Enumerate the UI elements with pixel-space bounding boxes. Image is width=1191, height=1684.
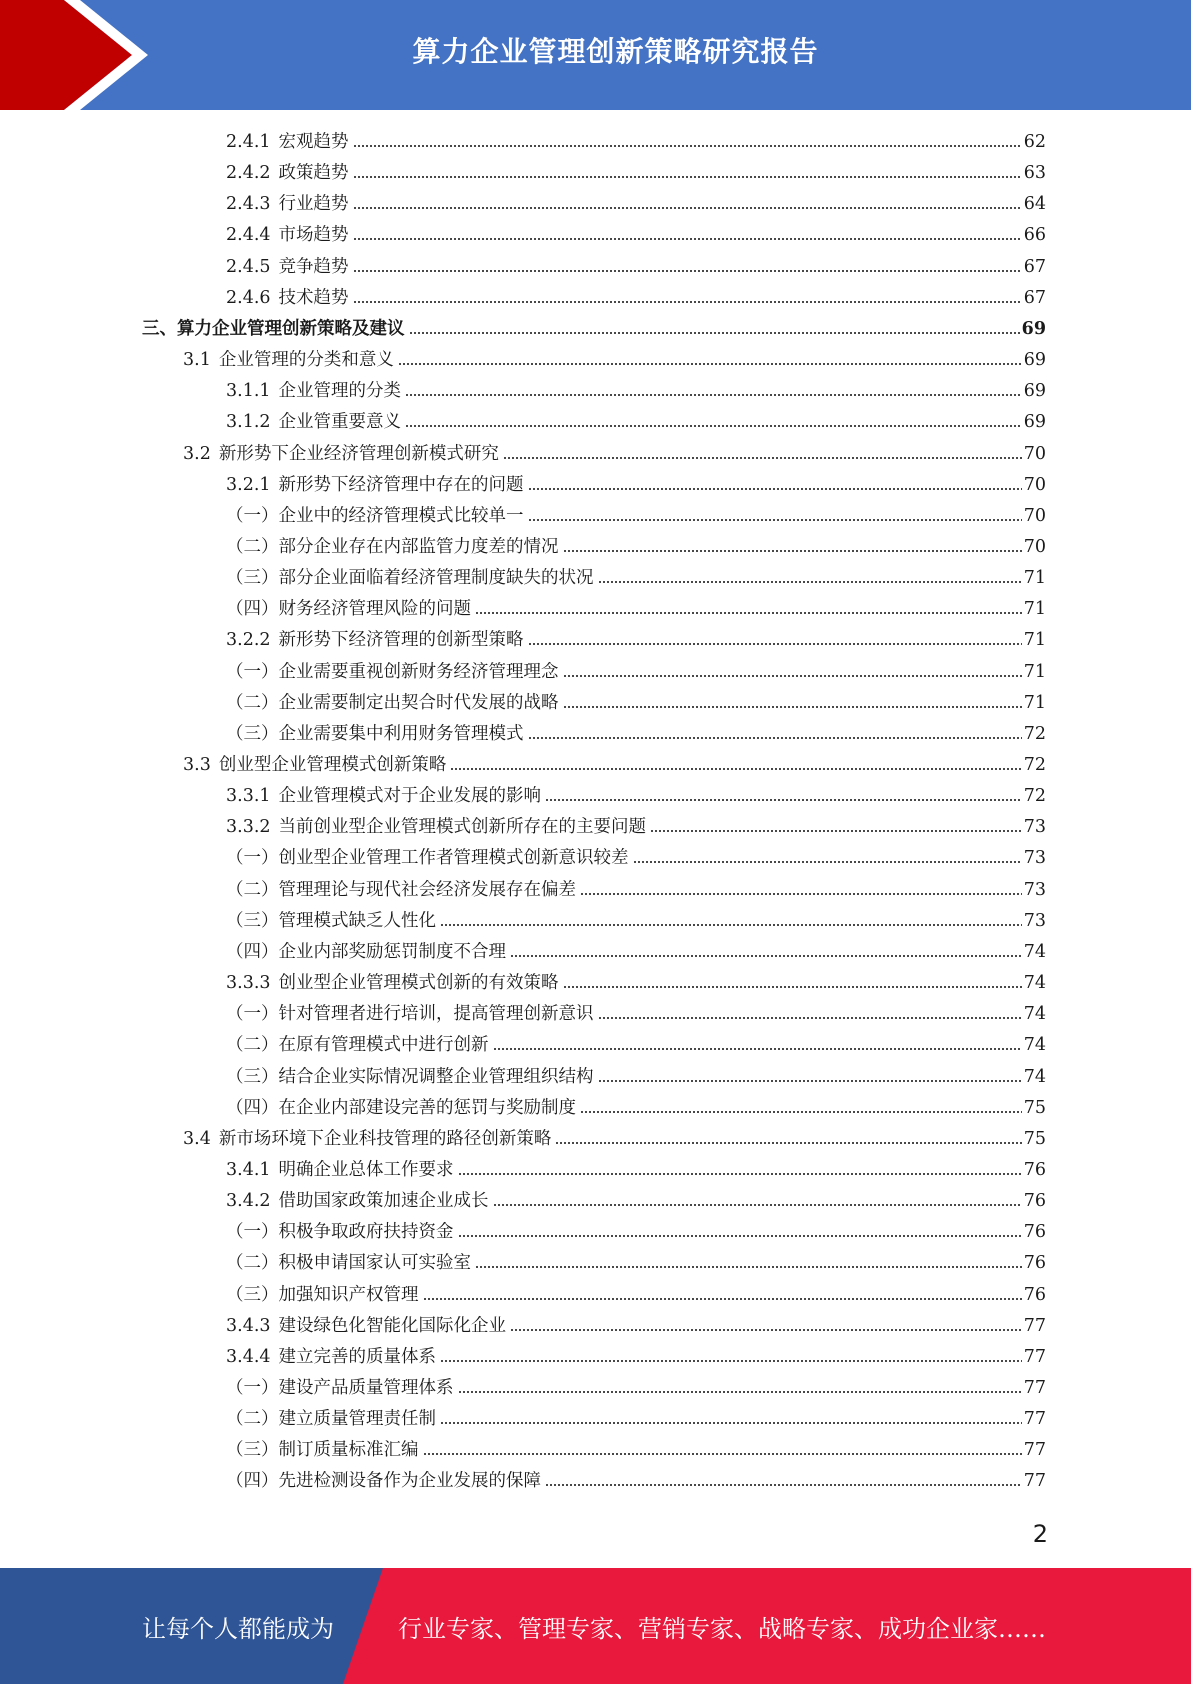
toc-entry-number: 3.3.3 [226,973,271,994]
toc-dot-leader [493,1202,1022,1208]
toc-entry-page: 70 [1023,505,1046,526]
toc-entry-label [226,1311,510,1342]
toc-entry[interactable] [226,1373,1046,1404]
toc-dot-leader [353,174,1022,180]
toc-entry-page: 70 [1023,443,1046,464]
toc-entry-number: 2.4.5 [226,256,271,277]
toc-entry-page: 67 [1023,287,1046,308]
toc-entry[interactable] [226,189,1046,220]
toc-dot-leader [598,1078,1022,1084]
toc-entry-label [226,1093,580,1124]
toc-entry-number: 3.3 [183,755,211,775]
toc-entry-label [226,812,650,843]
toc-dot-leader [503,455,1022,461]
toc-dot-leader [598,1015,1022,1021]
toc-entry-page: 75 [1023,1128,1046,1149]
toc-entry-page: 76 [1023,1159,1046,1180]
toc-entry-number: 3.4.1 [226,1159,271,1180]
toc-entry-title: （三）部分企业面临着经济管理制度缺失的状况 [226,568,594,589]
toc-entry-title: 创业型企业管理模式创新的有效策略 [278,973,559,994]
toc-entry-title: 新市场环境下企业科技管理的路径创新策略 [218,1128,552,1149]
toc-entry-page: 63 [1023,163,1046,184]
toc-entry-title: 行业趋势 [278,194,349,215]
toc-entry-label [226,1435,423,1466]
toc-dot-leader [440,922,1022,928]
toc-entry-title: 创业型企业管理模式创新策略 [218,755,447,775]
toc-entry[interactable] [226,1466,1046,1497]
toc-entry-page: 74 [1023,973,1046,994]
toc-entry-label [226,1155,458,1186]
toc-entry[interactable] [226,719,1046,750]
toc-entry[interactable] [226,158,1046,189]
toc-entry-label [142,314,409,345]
toc-entry[interactable] [183,750,1046,781]
toc-entry[interactable] [226,688,1046,719]
toc-entry[interactable] [226,1248,1046,1279]
toc-entry-label [226,1248,475,1279]
toc-entry-label [226,501,528,532]
toc-entry-label [226,843,633,874]
toc-dot-leader [580,1109,1022,1115]
toc-entry-title: （一）建设产品质量管理体系 [226,1378,454,1398]
toc-entry[interactable] [226,501,1046,532]
toc-entry-page: 73 [1023,848,1046,869]
toc-dot-leader [545,797,1022,803]
toc-entry-label [183,345,398,376]
toc-entry-page: 73 [1023,879,1046,900]
toc-entry-page: 76 [1023,1253,1046,1274]
toc-dot-leader [493,1046,1022,1052]
toc-dot-leader [423,1296,1022,1302]
toc-entry[interactable] [226,906,1046,937]
toc-entry-label [226,376,405,407]
toc-entry-label [226,1186,493,1217]
toc-entry-title: （四）在企业内部建设完善的惩罚与奖励制度 [226,1097,576,1118]
toc-entry-title: （一）针对管理者进行培训，提高管理创新意识 [226,1004,594,1025]
toc-entry-number: 3.1.2 [226,412,271,433]
toc-entry-label [226,127,353,158]
toc-entry-number: 3.4.4 [226,1346,271,1367]
toc-entry-label [226,220,353,251]
toc-entry-title: 建立完善的质量体系 [278,1346,437,1367]
toc-entry-title: （二）在原有管理模式中进行创新 [226,1035,489,1056]
toc-entry-page: 73 [1023,817,1046,838]
toc-entry[interactable] [226,875,1046,906]
toc-entry[interactable] [226,1435,1046,1466]
toc-entry-title: （三）结合企业实际情况调整企业管理组织结构 [226,1066,594,1087]
toc-entry-number: 3.2.1 [226,474,271,495]
toc-entry-page: 76 [1023,1284,1046,1305]
toc-dot-leader [440,1358,1022,1364]
toc-entry-label [183,1124,555,1155]
toc-entry-title: 企业管理模式对于企业发展的影响 [278,786,542,807]
toc-entry-page: 71 [1023,568,1046,589]
toc-entry[interactable] [226,781,1046,812]
report-title: 算力企业管理创新策略研究报告 [412,35,819,68]
toc-entry-label [226,968,563,999]
page-footer [0,1568,1191,1684]
toc-entry[interactable] [226,532,1046,563]
toc-entry-page: 74 [1023,1035,1046,1056]
toc-entry[interactable] [183,1124,1046,1155]
toc-entry-number: 3.4.3 [226,1315,271,1336]
toc-dot-leader [528,735,1022,741]
toc-entry-page: 66 [1023,225,1046,246]
toc-entry-title: 建设绿色化智能化国际化企业 [278,1315,507,1336]
toc-entry-number: 3.2.2 [226,630,271,651]
toc-entry-number: 3.4.2 [226,1191,271,1212]
toc-entry-label [226,625,528,656]
toc-entry[interactable] [226,1093,1046,1124]
toc-entry[interactable] [226,812,1046,843]
toc-dot-leader [528,641,1022,647]
toc-entry[interactable] [226,625,1046,656]
toc-entry-title: （一）企业中的经济管理模式比较单一 [226,505,524,526]
toc-entry-label [226,657,563,688]
toc-entry-title: 竞争趋势 [278,256,349,277]
toc-entry[interactable] [226,220,1046,251]
toc-dot-leader [353,205,1022,211]
toc-entry-label [226,1466,545,1497]
toc-entry-page: 77 [1023,1409,1046,1430]
toc-entry-page: 69 [1023,350,1046,371]
toc-entry-label [226,875,580,906]
toc-dot-leader [458,1171,1022,1177]
toc-entry-label [226,719,528,750]
toc-entry[interactable] [183,345,1046,376]
toc-entry[interactable] [226,563,1046,594]
toc-entry-title: 技术趋势 [278,287,349,308]
toc-dot-leader [545,1482,1022,1488]
toc-entry-title: 三、算力企业管理创新策略及建议 [142,318,405,339]
toc-entry-page: 73 [1023,910,1046,931]
toc-dot-leader [353,299,1022,305]
toc-dot-leader [409,330,1020,336]
footer-slogan-left: 让每个人都能成为 [142,1614,334,1643]
toc-entry-page: 77 [1023,1471,1046,1492]
toc-entry-label [226,1280,423,1311]
toc-entry[interactable] [226,968,1046,999]
toc-entry-title: 市场趋势 [278,225,349,246]
toc-entry[interactable] [183,439,1046,470]
toc-entry-label [226,937,510,968]
toc-entry-title: 新形势下经济管理中存在的问题 [278,474,524,495]
toc-entry-page: 69 [1021,318,1046,339]
toc-entry-page: 71 [1023,692,1046,713]
toc-entry-title: 企业管理的分类和意义 [218,350,394,371]
toc-dot-leader [353,143,1022,149]
toc-dot-leader [475,1264,1022,1270]
toc-dot-leader [353,268,1022,274]
toc-dot-leader [563,704,1022,710]
toc-entry-page: 69 [1023,412,1046,433]
toc-entry-page: 71 [1023,661,1046,682]
toc-entry-label [226,906,440,937]
toc-dot-leader [405,392,1022,398]
toc-entry[interactable] [226,1155,1046,1186]
toc-entry-title: 当前创业型企业管理模式创新所存在的主要问题 [278,817,647,838]
toc-entry-label [226,563,598,594]
toc-entry-number: 2.4.1 [226,132,271,152]
toc-entry-label [226,470,528,501]
toc-entry[interactable] [226,999,1046,1030]
toc-entry[interactable] [226,657,1046,688]
toc-entry-page: 76 [1023,1222,1046,1243]
toc-entry[interactable] [226,1342,1046,1373]
toc-entry-page: 77 [1023,1315,1046,1336]
toc-entry-title: （四）企业内部奖励惩罚制度不合理 [226,941,506,962]
toc-entry[interactable] [226,1404,1046,1435]
toc-dot-leader [580,891,1022,897]
toc-entry-number: 2.4.2 [226,163,271,184]
toc-entry-page: 67 [1023,256,1046,277]
toc-entry-number: 3.3.2 [226,817,271,838]
toc-entry-title: （二）部分企业存在内部监管力度差的情况 [226,536,559,557]
toc-entry-page: 64 [1023,194,1046,215]
toc-entry-page: 74 [1023,941,1046,962]
toc-entry-title: 宏观趋势 [278,132,349,152]
toc-entry[interactable] [226,1280,1046,1311]
toc-entry-page: 76 [1023,1191,1046,1212]
toc-entry-page: 75 [1023,1097,1046,1118]
toc-entry[interactable] [226,1030,1046,1061]
toc-entry-title: 借助国家政策加速企业成长 [278,1191,489,1212]
toc-entry-title: （三）制订质量标准汇编 [226,1440,419,1461]
toc-entry-label [226,1217,458,1248]
toc-entry[interactable] [226,283,1046,314]
toc-entry-page: 71 [1023,599,1046,620]
toc-entry-page: 74 [1023,1066,1046,1087]
toc-dot-leader [528,517,1022,523]
toc-entry-title: （一）创业型企业管理工作者管理模式创新意识较差 [226,848,629,869]
toc-dot-leader [353,236,1022,242]
toc-entry-label [183,439,503,470]
toc-entry-title: （一）积极争取政府扶持资金 [226,1222,454,1243]
toc-entry[interactable] [226,376,1046,407]
toc-entry-label [226,407,405,438]
toc-dot-leader [398,361,1022,367]
toc-entry[interactable] [226,252,1046,283]
toc-dot-leader [405,423,1022,429]
toc-dot-leader [650,828,1022,834]
toc-entry-title: 企业管重要意义 [278,412,402,433]
toc-dot-leader [510,1327,1022,1333]
toc-dot-leader [528,486,1022,492]
toc-entry-number: 3.2 [183,443,211,464]
toc-entry[interactable] [226,594,1046,625]
toc-entry-number: 2.4.4 [226,225,271,246]
toc-entry[interactable] [226,1311,1046,1342]
toc-entry-title: （一）企业需要重视创新财务经济管理理念 [226,661,559,682]
toc-entry-label [226,532,563,563]
toc-entry-title: 企业管理的分类 [278,381,402,402]
toc-entry-title: （三）企业需要集中利用财务管理模式 [226,723,524,744]
toc-entry-label [226,158,353,189]
toc-entry-title: （四）先进检测设备作为企业发展的保障 [226,1471,541,1492]
toc-entry-number: 2.4.6 [226,287,271,308]
toc-entry-page: 77 [1023,1346,1046,1367]
toc-entry-number: 3.3.1 [226,786,271,807]
toc-dot-leader [458,1389,1022,1395]
toc-entry[interactable] [226,1062,1046,1093]
toc-entry-title: （二）积极申请国家认可实验室 [226,1253,471,1274]
footer-slogan-right: 行业专家、管理专家、营销专家、战略专家、成功企业家…… [398,1614,1046,1643]
toc-entry[interactable] [226,937,1046,968]
toc-dot-leader [633,859,1022,865]
toc-dot-leader [563,548,1022,554]
toc-entry-label [226,1062,598,1093]
toc-dot-leader [475,610,1022,616]
toc-dot-leader [598,579,1022,585]
toc-entry-label [226,189,353,220]
toc-entry-title: （三）管理模式缺乏人性化 [226,910,436,931]
toc-dot-leader [563,984,1022,990]
toc-entry-label [226,1342,440,1373]
toc-entry-title: 政策趋势 [278,163,349,184]
toc-entry-page: 62 [1023,132,1046,152]
toc-entry[interactable] [226,1186,1046,1217]
toc-entry-title: 新形势下经济管理的创新型策略 [278,630,524,651]
toc-entry-label [226,1404,440,1435]
toc-dot-leader [450,766,1021,772]
toc-entry-page: 72 [1023,786,1046,807]
toc-entry-title: （二）管理理论与现代社会经济发展存在偏差 [226,879,576,900]
toc-entry-title: 明确企业总体工作要求 [278,1159,454,1180]
toc-entry-number: 3.1 [183,350,211,371]
toc-entry-label [226,781,545,812]
toc-entry-page: 77 [1023,1440,1046,1461]
toc-entry-label [183,750,450,781]
toc-entry-page: 72 [1023,755,1046,775]
toc-entry-title: （二）企业需要制定出契合时代发展的战略 [226,692,559,713]
toc-dot-leader [423,1451,1022,1457]
toc-entry[interactable] [142,314,1046,345]
toc-entry-page: 70 [1023,474,1046,495]
toc-entry-label [226,999,598,1030]
toc-entry-page: 69 [1023,381,1046,402]
toc-entry-number: 3.1.1 [226,381,271,402]
toc-entry[interactable] [226,1217,1046,1248]
toc-entry-label [226,688,563,719]
toc-entry-page: 72 [1023,723,1046,744]
toc-entry-page: 77 [1023,1378,1046,1398]
toc-entry-page: 70 [1023,536,1046,557]
toc-entry-label [226,1030,493,1061]
page-number: 2 [1032,1520,1048,1548]
toc-entry[interactable] [226,407,1046,438]
toc-dot-leader [510,953,1022,959]
toc-entry[interactable] [226,127,1046,158]
toc-entry-page: 74 [1023,1004,1046,1025]
toc-dot-leader [458,1233,1022,1239]
toc-entry-page: 71 [1023,630,1046,651]
page-header [0,0,1191,110]
toc-entry[interactable] [226,470,1046,501]
toc-entry-label [226,1373,458,1404]
toc-entry-label [226,283,353,314]
toc-entry-title: （二）建立质量管理责任制 [226,1409,436,1430]
toc-entry-number: 2.4.3 [226,194,271,215]
toc-entry-title: 新形势下企业经济管理创新模式研究 [218,443,499,464]
toc-entry[interactable] [226,843,1046,874]
toc-entry-number: 3.4 [183,1128,211,1149]
toc-entry-title: （四）财务经济管理风险的问题 [226,599,471,620]
toc-dot-leader [563,673,1022,679]
toc-entry-title: （三）加强知识产权管理 [226,1284,419,1305]
toc-entry-label [226,594,475,625]
toc-dot-leader [555,1140,1021,1146]
toc-entry-label [226,252,353,283]
toc-dot-leader [440,1420,1022,1426]
